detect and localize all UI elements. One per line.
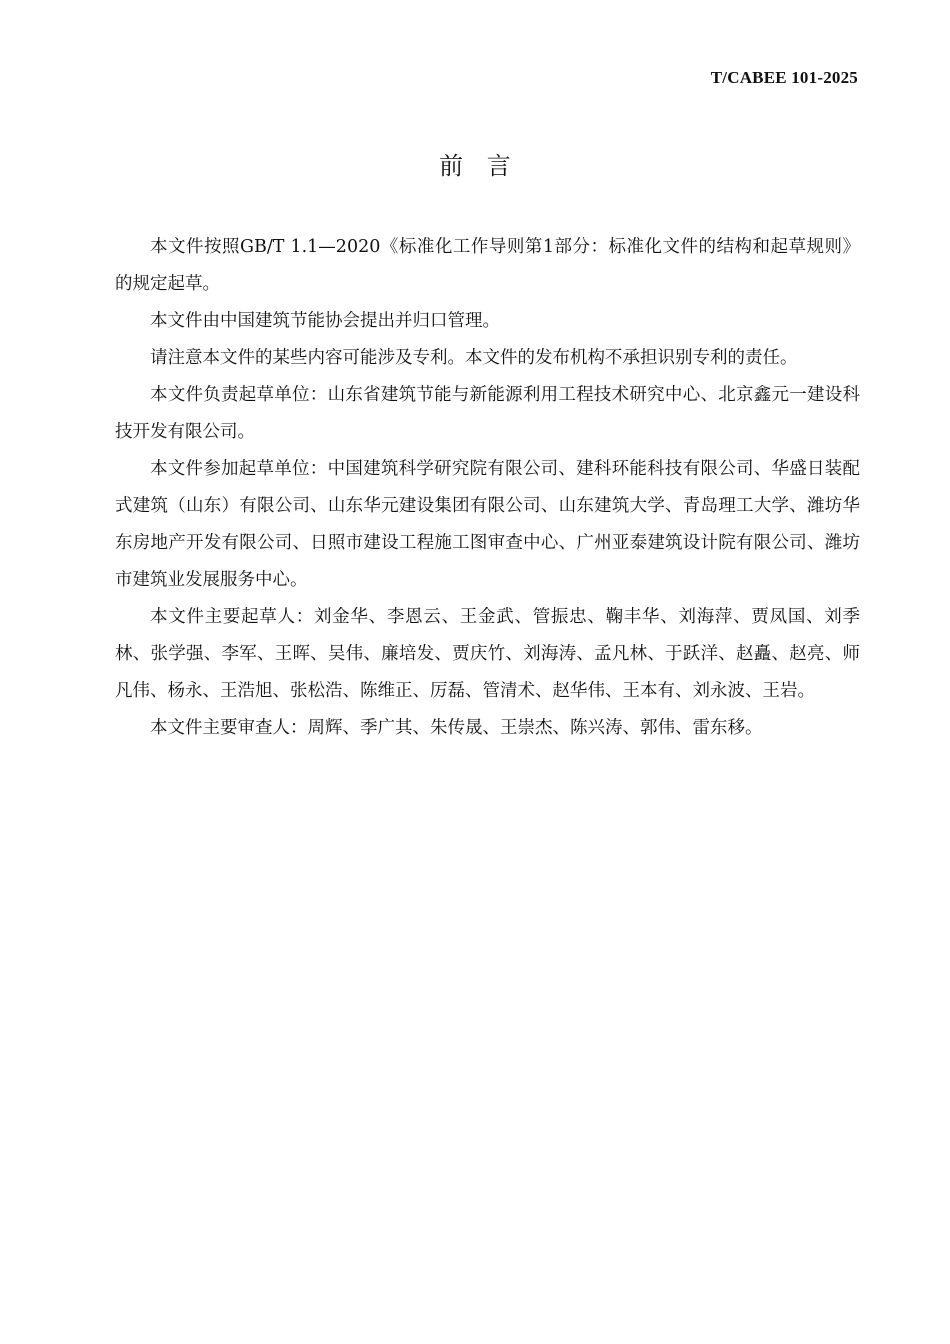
paragraph-proposer: 本文件由中国建筑节能协会提出并归口管理。 <box>150 311 500 331</box>
foreword-content <box>115 229 860 747</box>
paragraph-participating-units: 本文件参加起草单位：中国建筑科学研究院有限公司、建科环能科技有限公司、华盛日装配式建筑（山东）有限公司、山东华元建设集团有限公司、山东建筑大学、青岛理工大学、潍坊华东房地产开发有限公司、日照市建设工程施工图审查中心、广州亚泰建筑设计院有限公司、潍坊市建筑业发展服务中心。 <box>115 459 860 590</box>
paragraph-lead-drafting-units: 本文件负责起草单位：山东省建筑节能与新能源利用工程技术研究中心、北京鑫元一建设科技开发有限公司。 <box>115 385 860 442</box>
paragraph-patent-notice: 请注意本文件的某些内容可能涉及专利。本文件的发布机构不承担识别专利的责任。 <box>150 348 798 368</box>
foreword-title: 前 言 <box>439 152 519 180</box>
paragraph-drafting-rules: 本文件按照GB/T 1.1—2020《标准化工作导则第1部分：标准化文件的结构和起草规则》的规定起草。 <box>115 237 860 294</box>
paragraph-main-drafters: 本文件主要起草人：刘金华、李恩云、王金武、管振忠、鞠丰华、刘海萍、贾凤国、刘季林、张学强、李军、王晖、吴伟、廉培发、贾庆竹、刘海涛、孟凡林、于跃洋、赵矗、赵亮、师凡伟、杨永、王浩旭、张松浩、陈维正、厉磊、管清术、赵华伟、王本有、刘永波、王岩。 <box>115 607 860 701</box>
paragraph-main-reviewers: 本文件主要审查人：周辉、季广其、朱传晟、王崇杰、陈兴涛、郭伟、雷东移。 <box>150 718 763 738</box>
standard-code: T/CABEE 101-2025 <box>710 68 858 87</box>
